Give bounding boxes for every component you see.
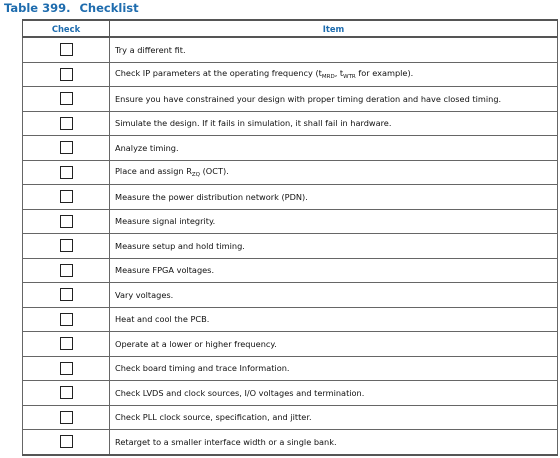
item-text (110, 62, 558, 87)
item-text: Measure FPGA voltages. (110, 258, 558, 283)
item-text (110, 160, 558, 185)
header-row (23, 20, 558, 37)
check-cell (23, 332, 110, 357)
checkbox[interactable] (60, 117, 73, 130)
checkbox[interactable] (60, 190, 73, 203)
item-text: Measure signal integrity. (110, 209, 558, 234)
table-row (23, 405, 558, 430)
item-text: Simulate the design. If it fails in simulation, it shall fail in hardware. (110, 111, 558, 136)
table-row (23, 62, 558, 87)
column-header-item: Item (110, 20, 558, 37)
check-cell (23, 283, 110, 308)
check-cell (23, 381, 110, 406)
checkbox[interactable] (60, 239, 73, 252)
checklist-table (22, 19, 558, 456)
check-cell (23, 405, 110, 430)
table-row (23, 283, 558, 308)
item-text: Check LVDS and clock sources, I/O voltages and termination. (110, 381, 558, 406)
table-caption (4, 1, 139, 15)
checkbox[interactable] (60, 362, 73, 375)
checkbox[interactable] (60, 288, 73, 301)
check-cell (23, 430, 110, 455)
column-header-check: Check (23, 20, 110, 37)
table-number: Table 399. (4, 1, 71, 15)
item-text: Measure the power distribution network (PDN). (110, 185, 558, 210)
item-text: Vary voltages. (110, 283, 558, 308)
check-cell (23, 209, 110, 234)
table-row (23, 209, 558, 234)
table-row (23, 356, 558, 381)
table-row (23, 37, 558, 62)
table-row (23, 160, 558, 185)
check-cell (23, 307, 110, 332)
check-cell (23, 87, 110, 112)
subscript-mrd: MRD (321, 74, 335, 81)
check-cell (23, 37, 110, 62)
table-title: Checklist (79, 1, 139, 15)
item-text: Measure setup and hold timing. (110, 234, 558, 259)
table-row (23, 332, 558, 357)
item-text-part: for example). (355, 68, 414, 79)
check-cell (23, 234, 110, 259)
table-row (23, 258, 558, 283)
subscript-wtr: WTR (343, 74, 356, 81)
checkbox[interactable] (60, 313, 73, 326)
check-cell (23, 62, 110, 87)
check-cell (23, 356, 110, 381)
item-text-part: Place and assign R (115, 166, 192, 177)
checkbox[interactable] (60, 435, 73, 448)
item-text: Check PLL clock source, specification, and jitter. (110, 405, 558, 430)
item-text: Operate at a lower or higher frequency. (110, 332, 558, 357)
table-row (23, 111, 558, 136)
checkbox[interactable] (60, 68, 73, 81)
item-text: Ensure you have constrained your design with proper timing deration and have closed timing. (110, 87, 558, 112)
checkbox[interactable] (60, 337, 73, 350)
item-text: Retarget to a smaller interface width or a single bank. (110, 430, 558, 455)
item-text-part: Check IP parameters at the operating frequency (t (115, 68, 322, 79)
check-cell (23, 160, 110, 185)
table-row (23, 185, 558, 210)
checkbox[interactable] (60, 141, 73, 154)
subscript-zq: ZQ (191, 172, 200, 179)
table-row (23, 307, 558, 332)
check-cell (23, 136, 110, 161)
check-cell (23, 111, 110, 136)
check-cell (23, 185, 110, 210)
check-cell (23, 258, 110, 283)
table-row (23, 430, 558, 455)
table-row (23, 87, 558, 112)
checkbox[interactable] (60, 386, 73, 399)
checkbox[interactable] (60, 215, 73, 228)
table-row (23, 136, 558, 161)
item-text: Heat and cool the PCB. (110, 307, 558, 332)
table-row (23, 381, 558, 406)
item-text: Check board timing and trace Information. (110, 356, 558, 381)
checkbox[interactable] (60, 43, 73, 56)
item-text: Analyze timing. (110, 136, 558, 161)
checkbox[interactable] (60, 166, 73, 179)
item-text-part: (OCT). (200, 166, 229, 177)
table-row (23, 234, 558, 259)
item-text: Try a different fit. (110, 37, 558, 62)
checkbox[interactable] (60, 92, 73, 105)
item-text-part: , t (334, 68, 344, 79)
checkbox[interactable] (60, 264, 73, 277)
checkbox[interactable] (60, 411, 73, 424)
